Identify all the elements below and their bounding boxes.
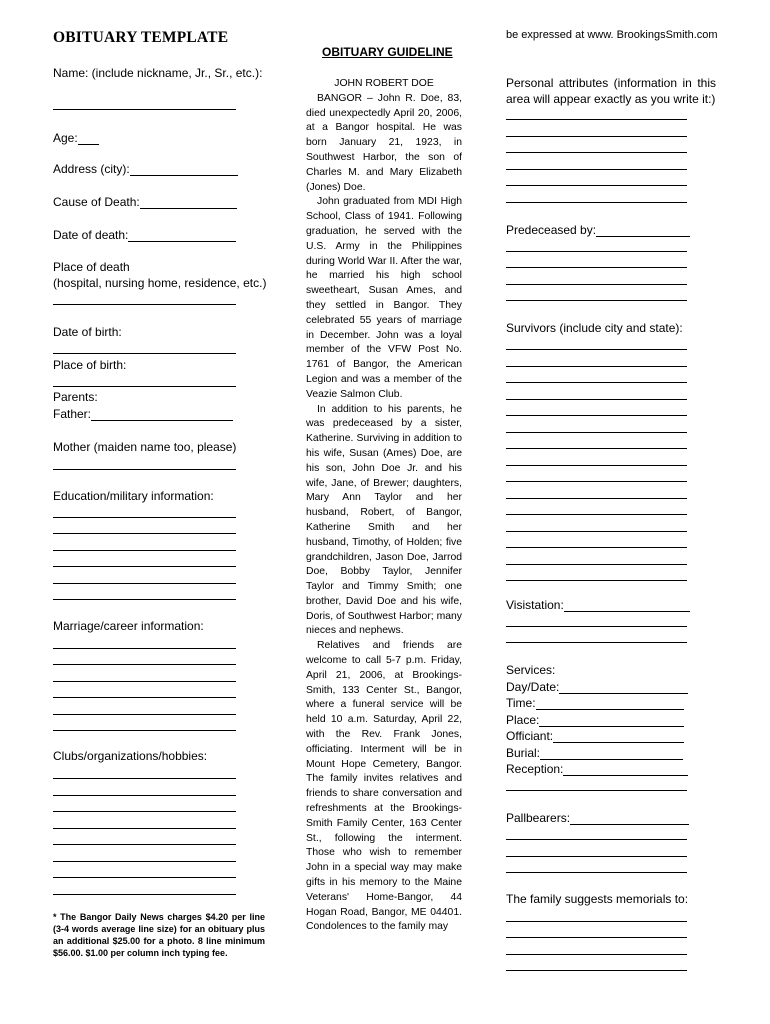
place-of-birth-label: Place of birth: [53, 358, 127, 372]
memorials-label: The family suggests memorials to: [506, 892, 689, 906]
survivors-line[interactable] [506, 399, 687, 400]
education-line[interactable] [53, 550, 236, 551]
pallbearers-line[interactable] [506, 872, 687, 873]
survivors-line[interactable] [506, 531, 687, 532]
place-of-birth-field[interactable] [53, 386, 236, 387]
pallbearers-label: Pallbearers: [506, 811, 689, 825]
sample-paragraph: In addition to his parents, he was predeceased by a sister, Katherine. Surviving in addition to his wife, Susan (Ames) Doe, are his son, John Doe Jr. and his wife, Jane, of Brewer; daughters, Mary Ann Taylor and her husband, Robert, of Bangor, Katherine Smith and her husband, Timothy, of Holden; five grandchildren, Jason Doe, Jarrod Doe, Bobby Taylor, Jennifer Taylor and Timmy Smith; one brother, David Doe and his wife, Doris, of Southwest Harbor; many nieces and nephews. [306, 403, 462, 637]
survivors-line[interactable] [506, 349, 687, 350]
place-label: Place: [506, 713, 684, 727]
survivors-line[interactable] [506, 415, 687, 416]
personal-line[interactable] [506, 202, 687, 203]
name-field[interactable] [53, 109, 236, 110]
visitation-label: Visistation: [506, 598, 690, 612]
clubs-line[interactable] [53, 894, 236, 895]
memorials-line[interactable] [506, 921, 687, 922]
clubs-label: Clubs/organizations/hobbies: [53, 749, 208, 763]
officiant-label: Officiant: [506, 729, 684, 743]
guideline-title: OBITUARY GUIDELINE [322, 45, 453, 59]
mother-label: Mother (maiden name too, please) [53, 440, 237, 454]
personal-line[interactable] [506, 152, 687, 153]
name-label: Name: (include nickname, Jr., Sr., etc.): [53, 66, 263, 80]
clubs-line[interactable] [53, 877, 236, 878]
survivors-label: Survivors (include city and state): [506, 321, 683, 335]
sample-paragraph: BANGOR – John R. Doe, 83, died unexpectedly April 20, 2006, at a Bangor hospital. He was born January 21, 1923, in Southwest Harbor, the son of Charles M. and Mary Elizabeth (Jones) Doe. [306, 92, 462, 193]
personal-line[interactable] [506, 169, 687, 170]
marriage-line[interactable] [53, 664, 236, 665]
clubs-line[interactable] [53, 861, 236, 862]
predeceased-line[interactable] [506, 300, 687, 301]
survivors-line[interactable] [506, 382, 687, 383]
pallbearers-line[interactable] [506, 839, 687, 840]
survivors-line[interactable] [506, 448, 687, 449]
survivors-line[interactable] [506, 564, 687, 565]
burial-label: Burial: [506, 746, 683, 760]
services-label: Services: [506, 663, 556, 677]
sample-heading: JOHN ROBERT DOE [334, 78, 434, 89]
education-line[interactable] [53, 599, 236, 600]
predeceased-field[interactable] [596, 225, 690, 237]
reception-label: Reception: [506, 762, 688, 776]
date-of-death-label: Date of death: [53, 228, 236, 242]
cause-of-death-field[interactable] [140, 197, 237, 209]
sample-obituary [306, 77, 462, 969]
survivors-line[interactable] [506, 498, 687, 499]
reception-field[interactable] [563, 764, 688, 776]
date-of-death-field[interactable] [128, 230, 236, 242]
predeceased-line[interactable] [506, 267, 687, 268]
clubs-line[interactable] [53, 844, 236, 845]
place-of-death-field[interactable] [53, 304, 236, 305]
visitation-line[interactable] [506, 642, 687, 643]
place-of-death-hint: (hospital, nursing home, residence, etc.) [53, 276, 267, 290]
predeceased-label: Predeceased by: [506, 223, 690, 237]
parents-label: Parents: [53, 390, 98, 404]
place-of-death-label: Place of death [53, 260, 130, 274]
marriage-line[interactable] [53, 714, 236, 715]
personal-attributes-label: Personal attributes (information in this area will appear exactly as you write it:) [506, 76, 716, 106]
day-date-field[interactable] [559, 682, 688, 694]
clubs-line[interactable] [53, 778, 236, 779]
marriage-label: Marriage/career information: [53, 619, 204, 633]
place-field[interactable] [539, 715, 684, 727]
date-of-birth-field[interactable] [53, 353, 236, 354]
survivors-line[interactable] [506, 481, 687, 482]
pricing-footnote: * The Bangor Daily News charges $4.20 per line (3-4 words average line size) for an obituary plus an additional $25.00 for a photo. 8 line minimum $56.00. $1.00 per column inch typing fee. [53, 912, 265, 958]
survivors-line[interactable] [506, 366, 687, 367]
pallbearers-field[interactable] [570, 813, 689, 825]
time-field[interactable] [536, 698, 684, 710]
sample-paragraph: John graduated from MDI High School, Class of 1941. Following graduation, he served with the U.S. Army in the Philippines during World War II. After the war, he married his high school sweetheart, Susan Ames, and they settled in Bangor. They celebrated 55 years of marriage in December. John was a loyal member of the VFW Post No. 1761 of Bangor, the American Legion and was a member of the Veazie Salmon Club. [306, 196, 462, 400]
predeceased-line[interactable] [506, 284, 687, 285]
survivors-line[interactable] [506, 465, 687, 466]
memorials-line[interactable] [506, 954, 687, 955]
mother-field[interactable] [53, 469, 236, 470]
age-label: Age: [53, 131, 99, 145]
marriage-line[interactable] [53, 697, 236, 698]
education-line[interactable] [53, 517, 236, 518]
time-label: Time: [506, 696, 684, 710]
memorials-line[interactable] [506, 937, 687, 938]
clubs-line[interactable] [53, 811, 236, 812]
survivors-line[interactable] [506, 547, 687, 548]
memorials-line[interactable] [506, 970, 687, 971]
education-label: Education/military information: [53, 489, 214, 503]
personal-line[interactable] [506, 136, 687, 137]
predeceased-line[interactable] [506, 251, 687, 252]
page-title: OBITUARY TEMPLATE [53, 29, 229, 46]
marriage-line[interactable] [53, 648, 236, 649]
officiant-field[interactable] [553, 731, 684, 743]
date-of-birth-label: Date of birth: [53, 325, 122, 339]
visitation-field[interactable] [564, 600, 690, 612]
survivors-line[interactable] [506, 580, 687, 581]
sample-paragraph: Relatives and friends are welcome to call 5-7 p.m. Friday, April 21, 2006, at Brookings-Smith, 133 Center St., Bangor, where a funeral service will be held 10 a.m. Saturday, April 22, with the Rev. Frank Jones, officiating. Interment will be in Mount Hope Cemetery, Bangor. The family invites relatives and friends to share conversation and refreshments at the Brookings-Smith Family Center, 163 Center St., following the interment. Those who wish to remember John in a special way may make gifts in his memory to the Maine Veterans' Home-Bangor, 44 Hogan Road, Bangor, ME 04401. Condolences to the family may [306, 640, 462, 933]
marriage-line[interactable] [53, 681, 236, 682]
personal-line[interactable] [506, 185, 687, 186]
address-label: Address (city): [53, 162, 238, 176]
survivors-line[interactable] [506, 514, 687, 515]
father-label: Father: [53, 407, 233, 421]
address-field[interactable] [130, 164, 238, 176]
continuation-text: be expressed at www. BrookingsSmith.com [506, 29, 718, 41]
visitation-line[interactable] [506, 626, 687, 627]
clubs-line[interactable] [53, 828, 236, 829]
age-field[interactable] [78, 133, 99, 145]
burial-field[interactable] [540, 748, 683, 760]
pallbearers-line[interactable] [506, 856, 687, 857]
reception-line[interactable] [506, 790, 687, 791]
education-line[interactable] [53, 533, 236, 534]
day-date-label: Day/Date: [506, 680, 688, 694]
clubs-line[interactable] [53, 795, 236, 796]
father-field[interactable] [91, 409, 233, 421]
survivors-line[interactable] [506, 432, 687, 433]
marriage-line[interactable] [53, 730, 236, 731]
education-line[interactable] [53, 566, 236, 567]
cause-of-death-label: Cause of Death: [53, 195, 237, 209]
education-line[interactable] [53, 583, 236, 584]
personal-line[interactable] [506, 119, 687, 120]
